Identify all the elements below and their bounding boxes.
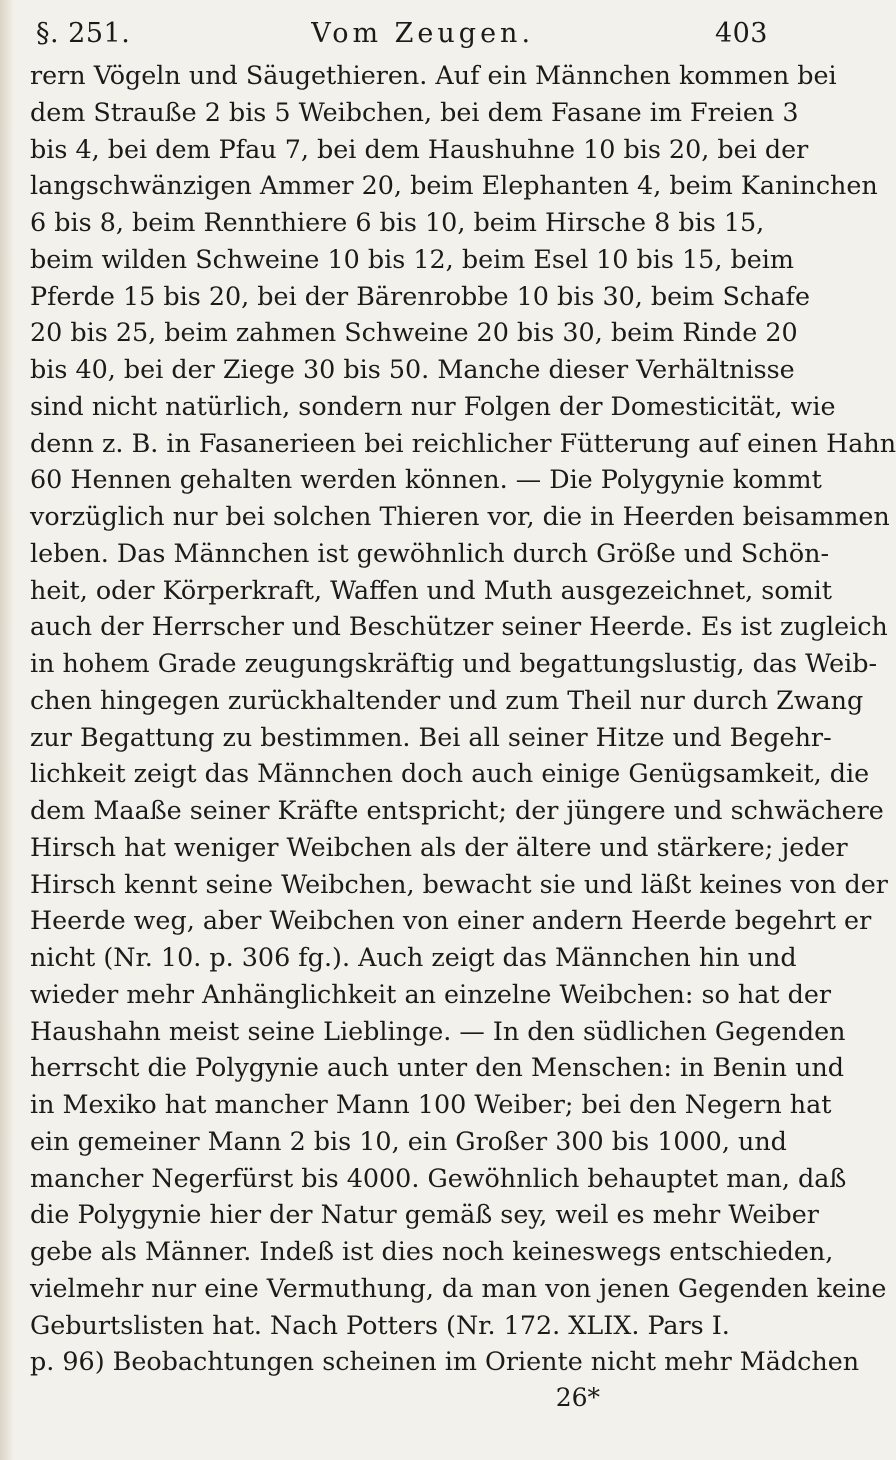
text-line: mancher Negerfürst bis 4000. Gewöhnlich behauptet man, daß: [30, 1162, 847, 1193]
text-line: gebe als Männer. Indeß ist dies noch keineswegs entschieden,: [30, 1236, 834, 1266]
text-line: in Mexiko hat mancher Mann 100 Weiber; bei den Negern hat: [30, 1089, 832, 1119]
text-line: bis 4, bei dem Pfau 7, bei dem Haushuhne 10 bis 20, bei der: [30, 133, 809, 164]
text-line: Haushahn meist seine Lieblinge. — In den südlichen Gegenden: [30, 1015, 846, 1046]
running-header: [26, 18, 780, 49]
text-line: ein gemeiner Mann 2 bis 10, ein Großer 300 bis 1000, und: [30, 1125, 787, 1156]
text-line: vielmehr nur eine Vermuthung, da man von jenen Gegenden keine: [30, 1272, 887, 1303]
text-line: p. 96) Beobachtungen scheinen im Oriente nicht mehr Mädchen: [30, 1346, 860, 1377]
text-line: 20 bis 25, beim zahmen Schweine 20 bis 30, beim Rinde 20: [30, 317, 798, 348]
text-line: Pferde 15 bis 20, bei der Bärenrobbe 10 bis 30, beim Schafe: [30, 280, 810, 311]
text-line: auch der Herrscher und Beschützer seiner Heerde. Es ist zugleich: [30, 611, 888, 642]
text-line: lichkeit zeigt das Männchen doch auch einige Genügsamkeit, die: [30, 758, 870, 789]
page-gutter-shadow: [0, 0, 14, 1460]
text-line: beim wilden Schweine 10 bis 12, beim Esel 10 bis 15, beim: [30, 243, 794, 274]
text-line: Hirsch kennt seine Weibchen, bewacht sie und läßt keines von der: [30, 868, 888, 899]
text-line: denn z. B. in Fasanerieen bei reichlicher Fütterung auf einen Hahn: [30, 427, 896, 458]
text-line: bis 40, bei der Ziege 30 bis 50. Manche dieser Verhältnisse: [30, 354, 795, 384]
text-line: leben. Das Männchen ist gewöhnlich durch Größe und Schön-: [30, 537, 830, 568]
text-line: nicht (Nr. 10. p. 306 fg.). Auch zeigt das Männchen hin und: [30, 942, 797, 972]
text-line: 60 Hennen gehalten werden können. — Die Polygynie kommt: [30, 464, 822, 495]
running-title: Vom Zeugen.: [311, 18, 535, 49]
text-line: vorzüglich nur bei solchen Thieren vor, die in Heerden beisammen: [30, 501, 890, 531]
text-line: zur Begattung zu bestimmen. Bei all seiner Hitze und Begehr-: [30, 721, 832, 752]
signature-mark: 26*: [555, 1383, 600, 1412]
text-line: in hohem Grade zeugungskräftig und begattungslustig, das Weib-: [30, 648, 878, 678]
text-line: rern Vögeln und Säugethieren. Auf ein Männchen kommen bei: [30, 60, 837, 90]
text-line: die Polygynie hier der Natur gemäß sey, weil es mehr Weiber: [30, 1199, 819, 1230]
text-line: wieder mehr Anhänglichkeit an einzelne Weibchen: so hat der: [30, 978, 832, 1009]
text-line: sind nicht natürlich, sondern nur Folgen der Domesticität, wie: [30, 390, 836, 421]
body-text: [26, 57, 896, 1380]
text-line: dem Maaße seiner Kräfte entspricht; der jüngere und schwächere: [30, 795, 884, 825]
text-line: Hirsch hat weniger Weibchen als der ältere und stärkere; jeder: [30, 831, 848, 862]
page-number: 403: [714, 18, 768, 49]
text-line: heit, oder Körperkraft, Waffen und Muth ausgezeichnet, somit: [30, 574, 833, 605]
text-line: Heerde weg, aber Weibchen von einer andern Heerde begehrt er: [30, 905, 872, 936]
section-number: §. 251.: [36, 18, 131, 49]
text-line: 6 bis 8, beim Rennthiere 6 bis 10, beim Hirsche 8 bis 15,: [30, 207, 765, 237]
text-line: herrscht die Polygynie auch unter den Menschen: in Benin und: [30, 1052, 845, 1083]
text-line: chen hingegen zurückhaltender und zum Theil nur durch Zwang: [30, 684, 864, 715]
text-line: langschwänzigen Ammer 20, beim Elephanten 4, beim Kaninchen: [30, 170, 878, 201]
text-line: dem Strauße 2 bis 5 Weibchen, bei dem Fasane im Freien 3: [30, 96, 799, 127]
text-line: Geburtslisten hat. Nach Potters (Nr. 172. XLIX. Pars I.: [30, 1309, 730, 1340]
